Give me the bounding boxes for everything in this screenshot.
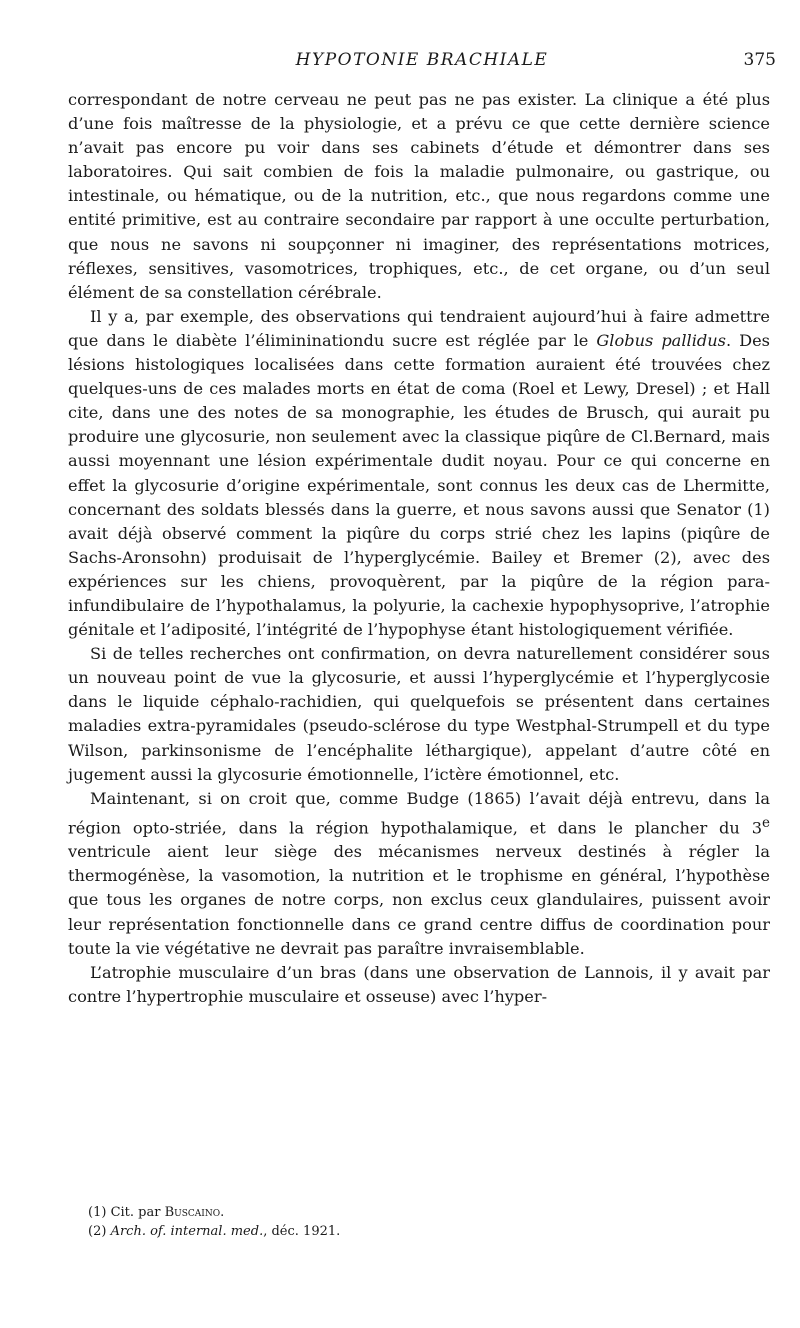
paragraph-1: correspondant de notre cerveau ne peut pas ne pas exister. La clinique a été plus d’une fois maîtresse de la physiologie, et a prévu ce que cette dernière science n’avait pas encore pu voir dans ses cabinets d’étude et démontrer dans ses laboratoires. Qui sait combien de fois la maladie pulmonaire, ou gastrique, ou intestinale, ou hématique, ou de la nutrition, etc., que nous regardons comme une entité primitive, est au contraire secondaire par rapport à une occulte perturbation, que nous ne savons ni soupçonner ni imaginer, des représentations motrices, réflexes, sensitives, vasomotrices, trophiques, etc., de cet organe, ou d’un seul élément de sa constellation cérébrale. <box>68 90 770 302</box>
body-text <box>68 88 770 1009</box>
running-title: HYPOTONIE BRACHIALE <box>295 50 549 70</box>
paragraph-5: L’atrophie musculaire d’un bras (dans une observation de Lannois, il y avait par contre l’hypertrophie musculaire et osseuse) avec l’hyper- <box>68 962 770 1006</box>
paragraph-2-italic-term: Globus pallidus <box>596 330 726 350</box>
paragraph-3: Si de telles recherches ont confirmation, on devra naturellement considérer sous un nouveau point de vue la glycosurie, et aussi l’hyperglycémie et l’hyperglycosie dans le liquide céphalo-rachidien, qui quelquefois se présentent dans certaines maladies extra-pyramidales (pseudo-sclérose du type Westphal-Strumpell et du type Wilson, parkinsonisme de l’encéphalite léthargique), appelant d’autre côté en jugement aussi la glycosurie émotionnelle, l’ictère émotionnel, etc. <box>68 644 770 784</box>
paragraph-2 <box>68 305 770 642</box>
paragraph-2-part-2: . Des lésions histologiques localisées dans cette formation auraient été trouvées chez quelques-uns de ces malades morts en état de coma (Roel et Lewy, Dresel) ; et Hall cite, dans une des notes de sa monographie, les études de Brusch, qui aurait pu produire une glycosurie, non seulement avec la classique piqûre de Cl.Bernard, mais aussi moyennant une lésion expérimentale dudit noyau. Pour ce qui concerne en effet la glycosurie d’origine expérimentale, sont connus les deux cas de Lhermitte, concernant des soldats blessés dans la guerre, et nous savons aussi que Senator (1) avait déjà observé comment la piqûre du corps strié chez les lapins (piqûre de Sachs-Aronsohn) produisait de l’hyperglycémie. Bailey et Bremer (2), avec des expériences sur les chiens, provoquèrent, par la piqûre de la région para-infundibulaire de l’hypothalamus, la polyurie, la cachexie hypophysoprive, l’atrophie génitale et l’adiposité, l’intégrité de l’hypophyse étant histologiquement vérifiée. <box>68 330 770 640</box>
paragraph-2-part-1: Il y a, par exemple, des observations qui tendraient aujourd’hui à faire admettre que dans le diabète l’élimininationdu sucre est réglée par le <box>68 306 770 350</box>
footnote-2-marker: (2) <box>88 1224 107 1239</box>
page-number: 375 <box>743 50 776 70</box>
paragraph-4-part-1: Maintenant, si on croit que, comme Budge (1865) l’avait déjà entrevu, dans la région opto-striée, dans la région hypothalamique, et dans le plancher du 3 <box>68 788 770 838</box>
paragraph-4 <box>68 787 770 961</box>
footnote-1-author: Buscaino. <box>164 1205 225 1220</box>
footnote-1-text: Cit. par <box>110 1205 161 1220</box>
paragraph-4-part-2: ventricule aient leur siège des mécanismes nerveux destinés à régler la thermogénèse, la vasomotion, la nutrition et le trophisme en général, l’hypothèse que tous les organes de notre corps, non exclus ceux glandulaires, puissent avoir leur représentation fonctionnelle dans ce grand centre diffus de coordination pour toute la vie végétative ne devrait pas paraître invraisemblable. <box>68 842 770 958</box>
footnote-2-text: , déc. 1921. <box>263 1224 341 1239</box>
footnote-1-marker: (1) <box>88 1205 107 1220</box>
footnotes <box>88 1203 688 1241</box>
running-head <box>68 50 776 76</box>
paragraph-4-superscript: e <box>762 814 770 831</box>
footnote-1 <box>88 1203 688 1222</box>
footnote-2-journal: Arch. of. internal. med. <box>110 1224 264 1239</box>
footnote-2 <box>88 1222 688 1241</box>
